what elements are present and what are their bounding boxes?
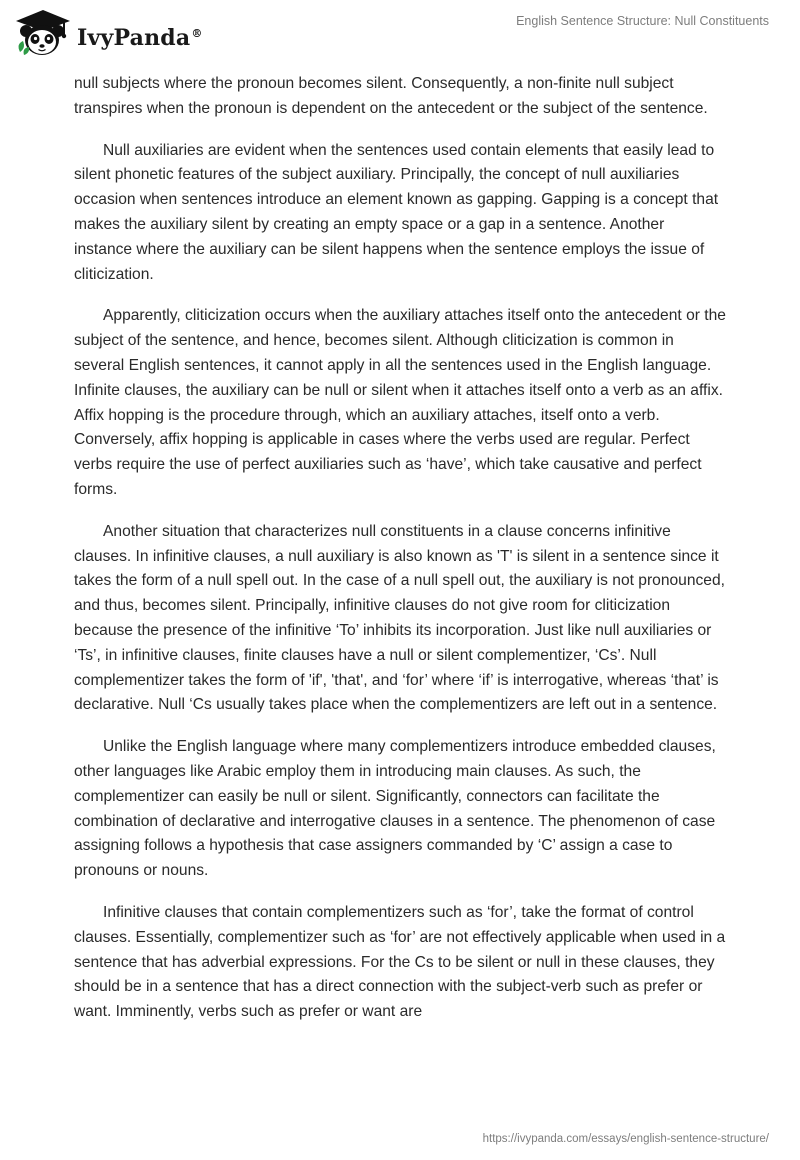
paragraph: Another situation that characterizes null constituents in a clause concerns infinitive clauses. In infinitive clauses, a null auxiliary is also known as 'T' is silent in a sentence since it takes the form of a null spell out. In the case of a null spell out, the auxiliary is not pronounced, and thus, becomes silent. Principally, infinitive clauses do not give room for cliticization because the presence of the infinitive ‘To’ inhibits its incorporation. Just like null auxiliaries or ‘Ts’, in infinitive clauses, finite clauses have a null or silent complementizer, ‘Cs’. Null complementizer takes the form of 'if', 'that', and ‘for’ where ‘if’ is interrogative, whereas ‘that’ is declarative. Null ‘Cs usually takes place when the complementizers are left out in a sentence.	[74, 522, 725, 714]
document-title: English Sentence Structure: Null Constituents	[516, 14, 769, 28]
panda-graduate-icon	[14, 8, 72, 58]
paragraph: Null auxiliaries are evident when the sentences used contain elements that easily lead to silent phonetic features of the subject auxiliary. Principally, the concept of null auxiliaries occasion when sentences introduce an element known as gapping. Gapping is a concept that makes the auxiliary silent by creating an empty space or a gap in a sentence. Another instance where the auxiliary can be silent happens when the sentence employs the issue of cliticization.	[74, 141, 719, 283]
paragraph: null subjects where the pronoun becomes silent. Consequently, a non-finite null subject transpires when the pronoun is dependent on the antecedent or the subject of the sentence.	[74, 75, 708, 117]
brand-logo[interactable]	[14, 8, 203, 58]
paragraph: Apparently, cliticization occurs when the auxiliary attaches itself onto the antecedent or the subject of the sentence, and hence, becomes silent. Although cliticization is common in several English sentences, it cannot apply in all the sentences used in the English language. Infinite clauses, the auxiliary can be null or silent when it attaches itself onto a verb as an affix. Affix hopping is the procedure through, which an auxiliary attaches, itself onto a verb. Conversely, affix hopping is applicable in cases where the verbs used are regular. Perfect verbs require the use of perfect auxiliaries such as ‘have’, which take causative and perfect forms.	[74, 307, 726, 498]
paragraph: Infinitive clauses that contain complementizers such as ‘for’, take the format of control clauses. Essentially, complementizer such as ‘for’ are not effectively applicable when used in a sentence that has adverbial expressions. For the Cs to be silent or null in these clauses, they should be in a sentence that has a direct connection with the subject-verb such as prefer or want. Imminently, verbs such as prefer or want are	[74, 903, 726, 1021]
essay-body	[74, 72, 726, 1042]
registered-mark: ®	[191, 26, 203, 40]
brand-name: IvyPanda®	[77, 25, 203, 51]
source-url[interactable]: https://ivypanda.com/essays/english-sentence-structure/	[482, 1133, 769, 1145]
paragraph: Unlike the English language where many complementizers introduce embedded clauses, other languages like Arabic employ them in introducing main clauses. As such, the complementizer can easily be null or silent. Significantly, connectors can facilitate the combination of declarative and interrogative clauses in a sentence. The phenomenon of case assigning follows a hypothesis that case assigners commanded by ‘C’ assign a case to pronouns or nouns.	[74, 738, 716, 880]
page-header	[0, 0, 800, 66]
